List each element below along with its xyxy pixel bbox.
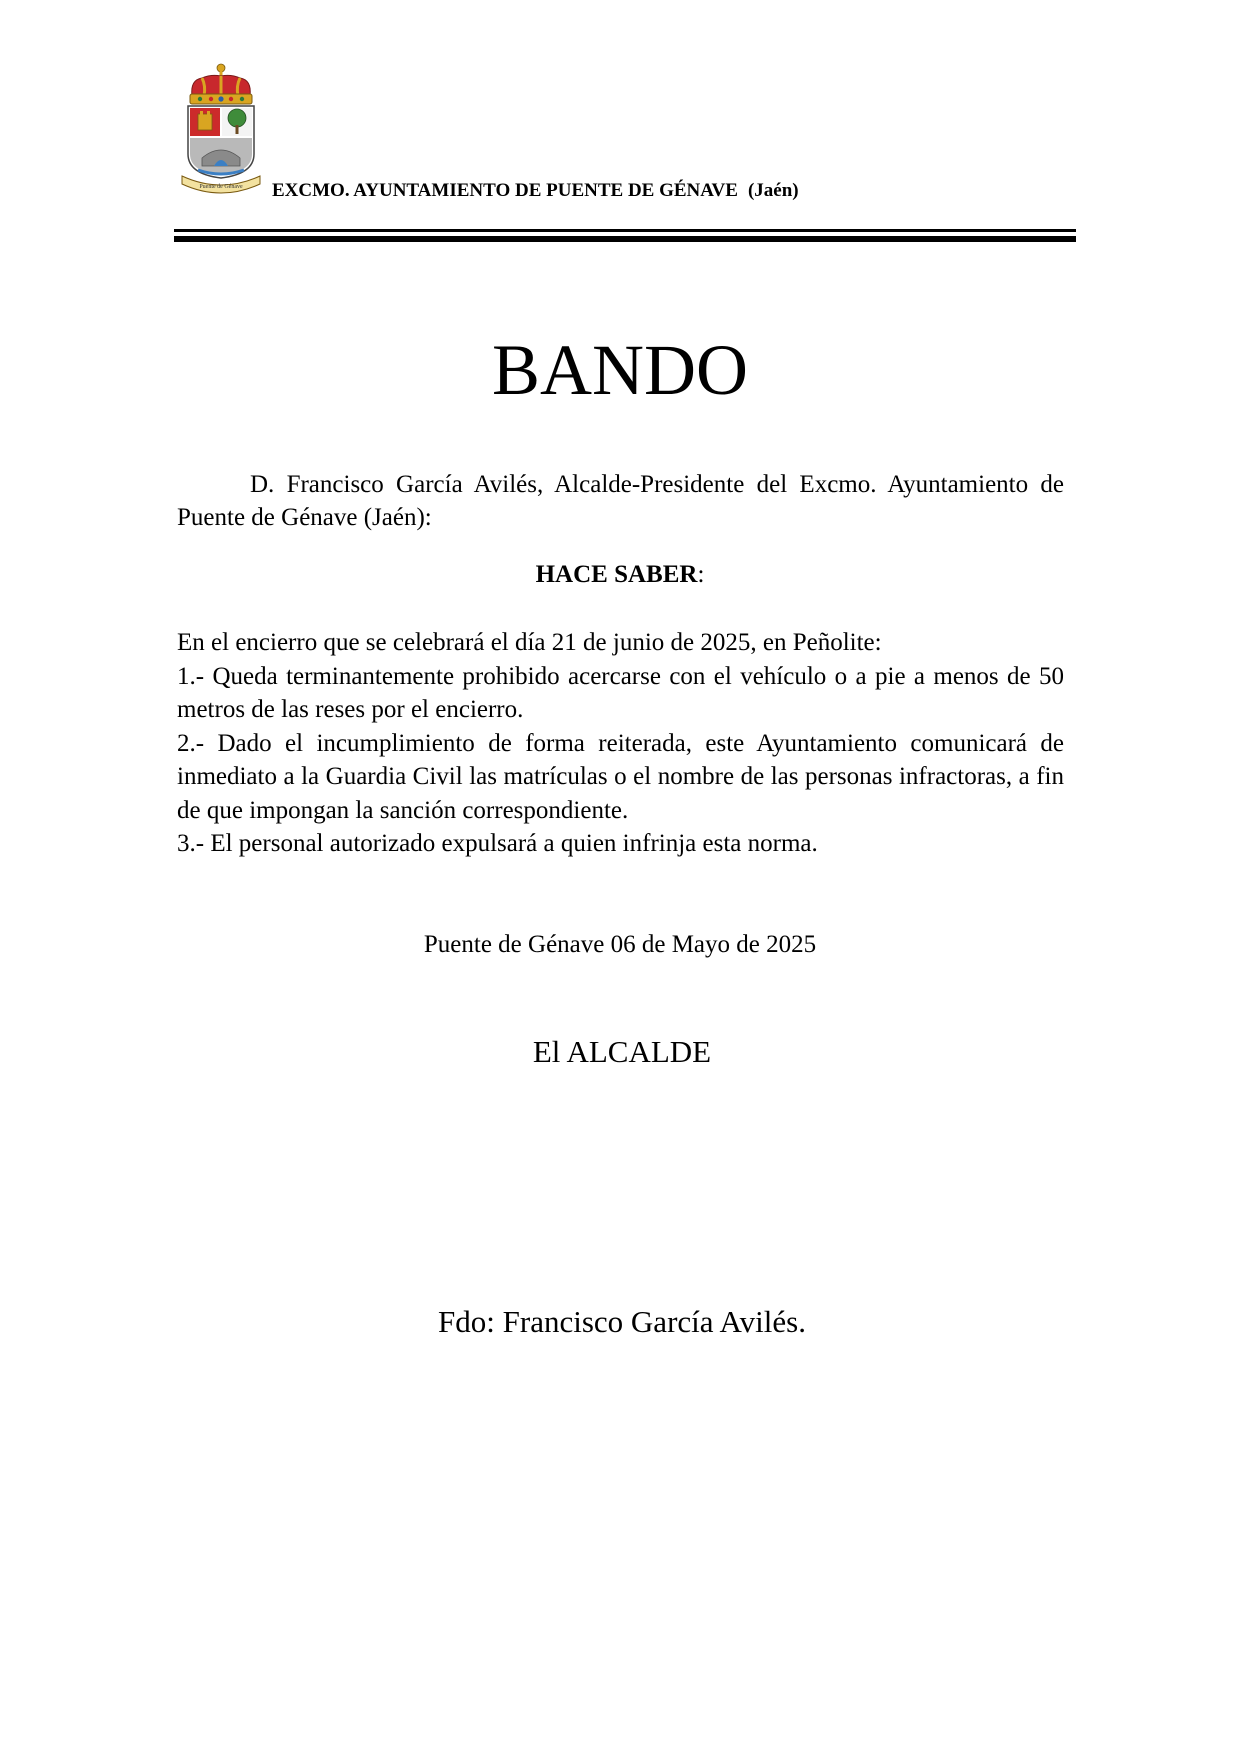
header-divider-thin <box>174 229 1076 232</box>
municipality-header <box>272 180 799 202</box>
signature-line: Fdo: Francisco García Avilés. <box>438 1304 806 1339</box>
header-divider-thick <box>174 236 1076 242</box>
body-opening: En el encierro que se celebrará el día 21 de junio de 2025, en Peñolite: <box>177 629 882 656</box>
province-name: (Jaén) <box>747 180 799 201</box>
document-title: BANDO <box>491 330 748 410</box>
announcement-label: HACE SABER <box>535 561 698 588</box>
intro-paragraph: D. Francisco García Avilés, Alcalde-Presidente del Excmo. Ayuntamiento de Puente de Génave (Jaén): <box>177 471 1064 531</box>
signatory-title: El ALCALDE <box>532 1034 712 1069</box>
municipal-crest-icon <box>180 62 262 194</box>
municipality-name: EXCMO. AYUNTAMIENTO DE PUENTE DE GÉNAVE <box>272 180 738 201</box>
announcement-punct: : <box>697 561 705 588</box>
body-item-2: 2.- Dado el incumplimiento de forma reiterada, este Ayuntamiento comunicará de inmediato a la Guardia Civil las matrículas o el nombre de las personas infractoras, a fin de que impongan la sanción correspondiente. <box>177 729 1064 824</box>
body-item-1: 1.- Queda terminantemente prohibido acercarse con el vehículo o a pie a menos de 50 metros de las reses por el encierro. <box>177 662 1064 723</box>
body-item-3: 3.- El personal autorizado expulsará a quien infrinja esta norma. <box>177 830 818 857</box>
place-date-line: Puente de Génave 06 de Mayo de 2025 <box>423 931 817 958</box>
svg-text:Puente de Génave: Puente de Génave <box>199 184 243 190</box>
announcement-body <box>177 626 1064 861</box>
announcement-heading <box>0 558 1240 591</box>
